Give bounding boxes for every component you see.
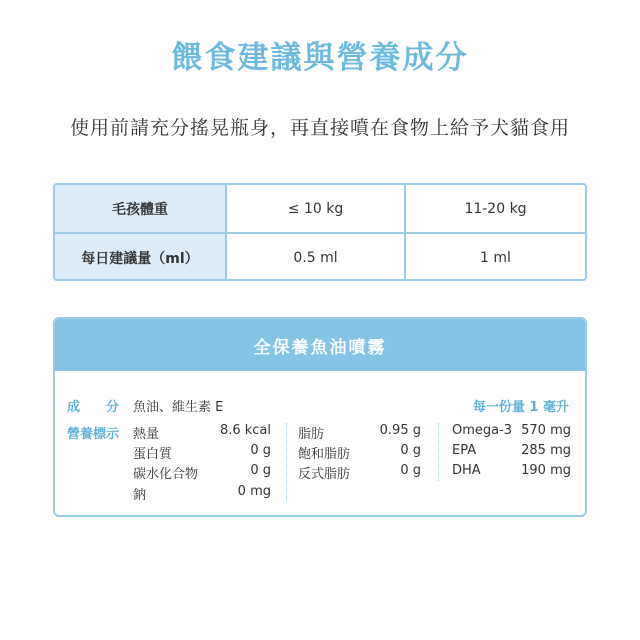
nutrient-name: 脂肪 (298, 427, 325, 442)
amount-small: 0.5 ml (227, 234, 406, 281)
nutrient-name: 蛋白質 (133, 447, 173, 462)
nutrient-name: 鈉 (133, 488, 147, 503)
usage-instruction: 使用前請充分搖晃瓶身，再直接噴在食物上給予犬貓食用 (69, 117, 570, 139)
nutrition-label: 營養標示 (67, 427, 120, 442)
column-divider (286, 423, 287, 501)
dosage-table (53, 183, 587, 281)
nutrient-name: Omega-3 (452, 423, 513, 438)
nutrient-value: 190 mg (521, 463, 571, 478)
nutrient-value: 0.95 g (379, 423, 421, 438)
ingredients-value: 魚油、維生素 E (133, 400, 224, 415)
weight-header: 毛孩體重 (55, 185, 227, 232)
product-card (53, 317, 587, 517)
product-name: 全保養魚油噴霧 (55, 319, 585, 371)
page-title: 餵食建議與營養成分 (171, 40, 469, 76)
serving-size: 每一份量 1 毫升 (472, 400, 569, 415)
daily-amount-header: 每日建議量（ml） (55, 234, 227, 281)
nutrient-value: 0 g (250, 443, 271, 458)
nutrient-name: 飽和脂肪 (298, 447, 351, 462)
nutrient-value: 285 mg (521, 443, 571, 458)
ingredients-label: 成 分 (67, 400, 120, 415)
nutrient-value: 0 mg (237, 484, 271, 499)
weight-small: ≤ 10 kg (227, 185, 406, 232)
amount-medium: 1 ml (480, 249, 511, 266)
table-row (55, 234, 585, 281)
weight-medium: 11-20 kg (464, 200, 527, 217)
column-divider (438, 423, 439, 481)
nutrient-name: 反式脂肪 (298, 467, 351, 482)
nutrient-value: 0 g (400, 443, 421, 458)
nutrient-name: 碳水化合物 (133, 467, 199, 482)
nutrient-value: 570 mg (521, 423, 571, 438)
nutrient-name: EPA (452, 443, 477, 458)
nutrient-name: 熱量 (133, 427, 160, 442)
nutrient-name: DHA (452, 463, 481, 478)
table-row (55, 185, 585, 234)
nutrient-value: 0 g (250, 463, 271, 478)
nutrient-value: 0 g (400, 463, 421, 478)
nutrient-value: 8.6 kcal (219, 423, 271, 438)
